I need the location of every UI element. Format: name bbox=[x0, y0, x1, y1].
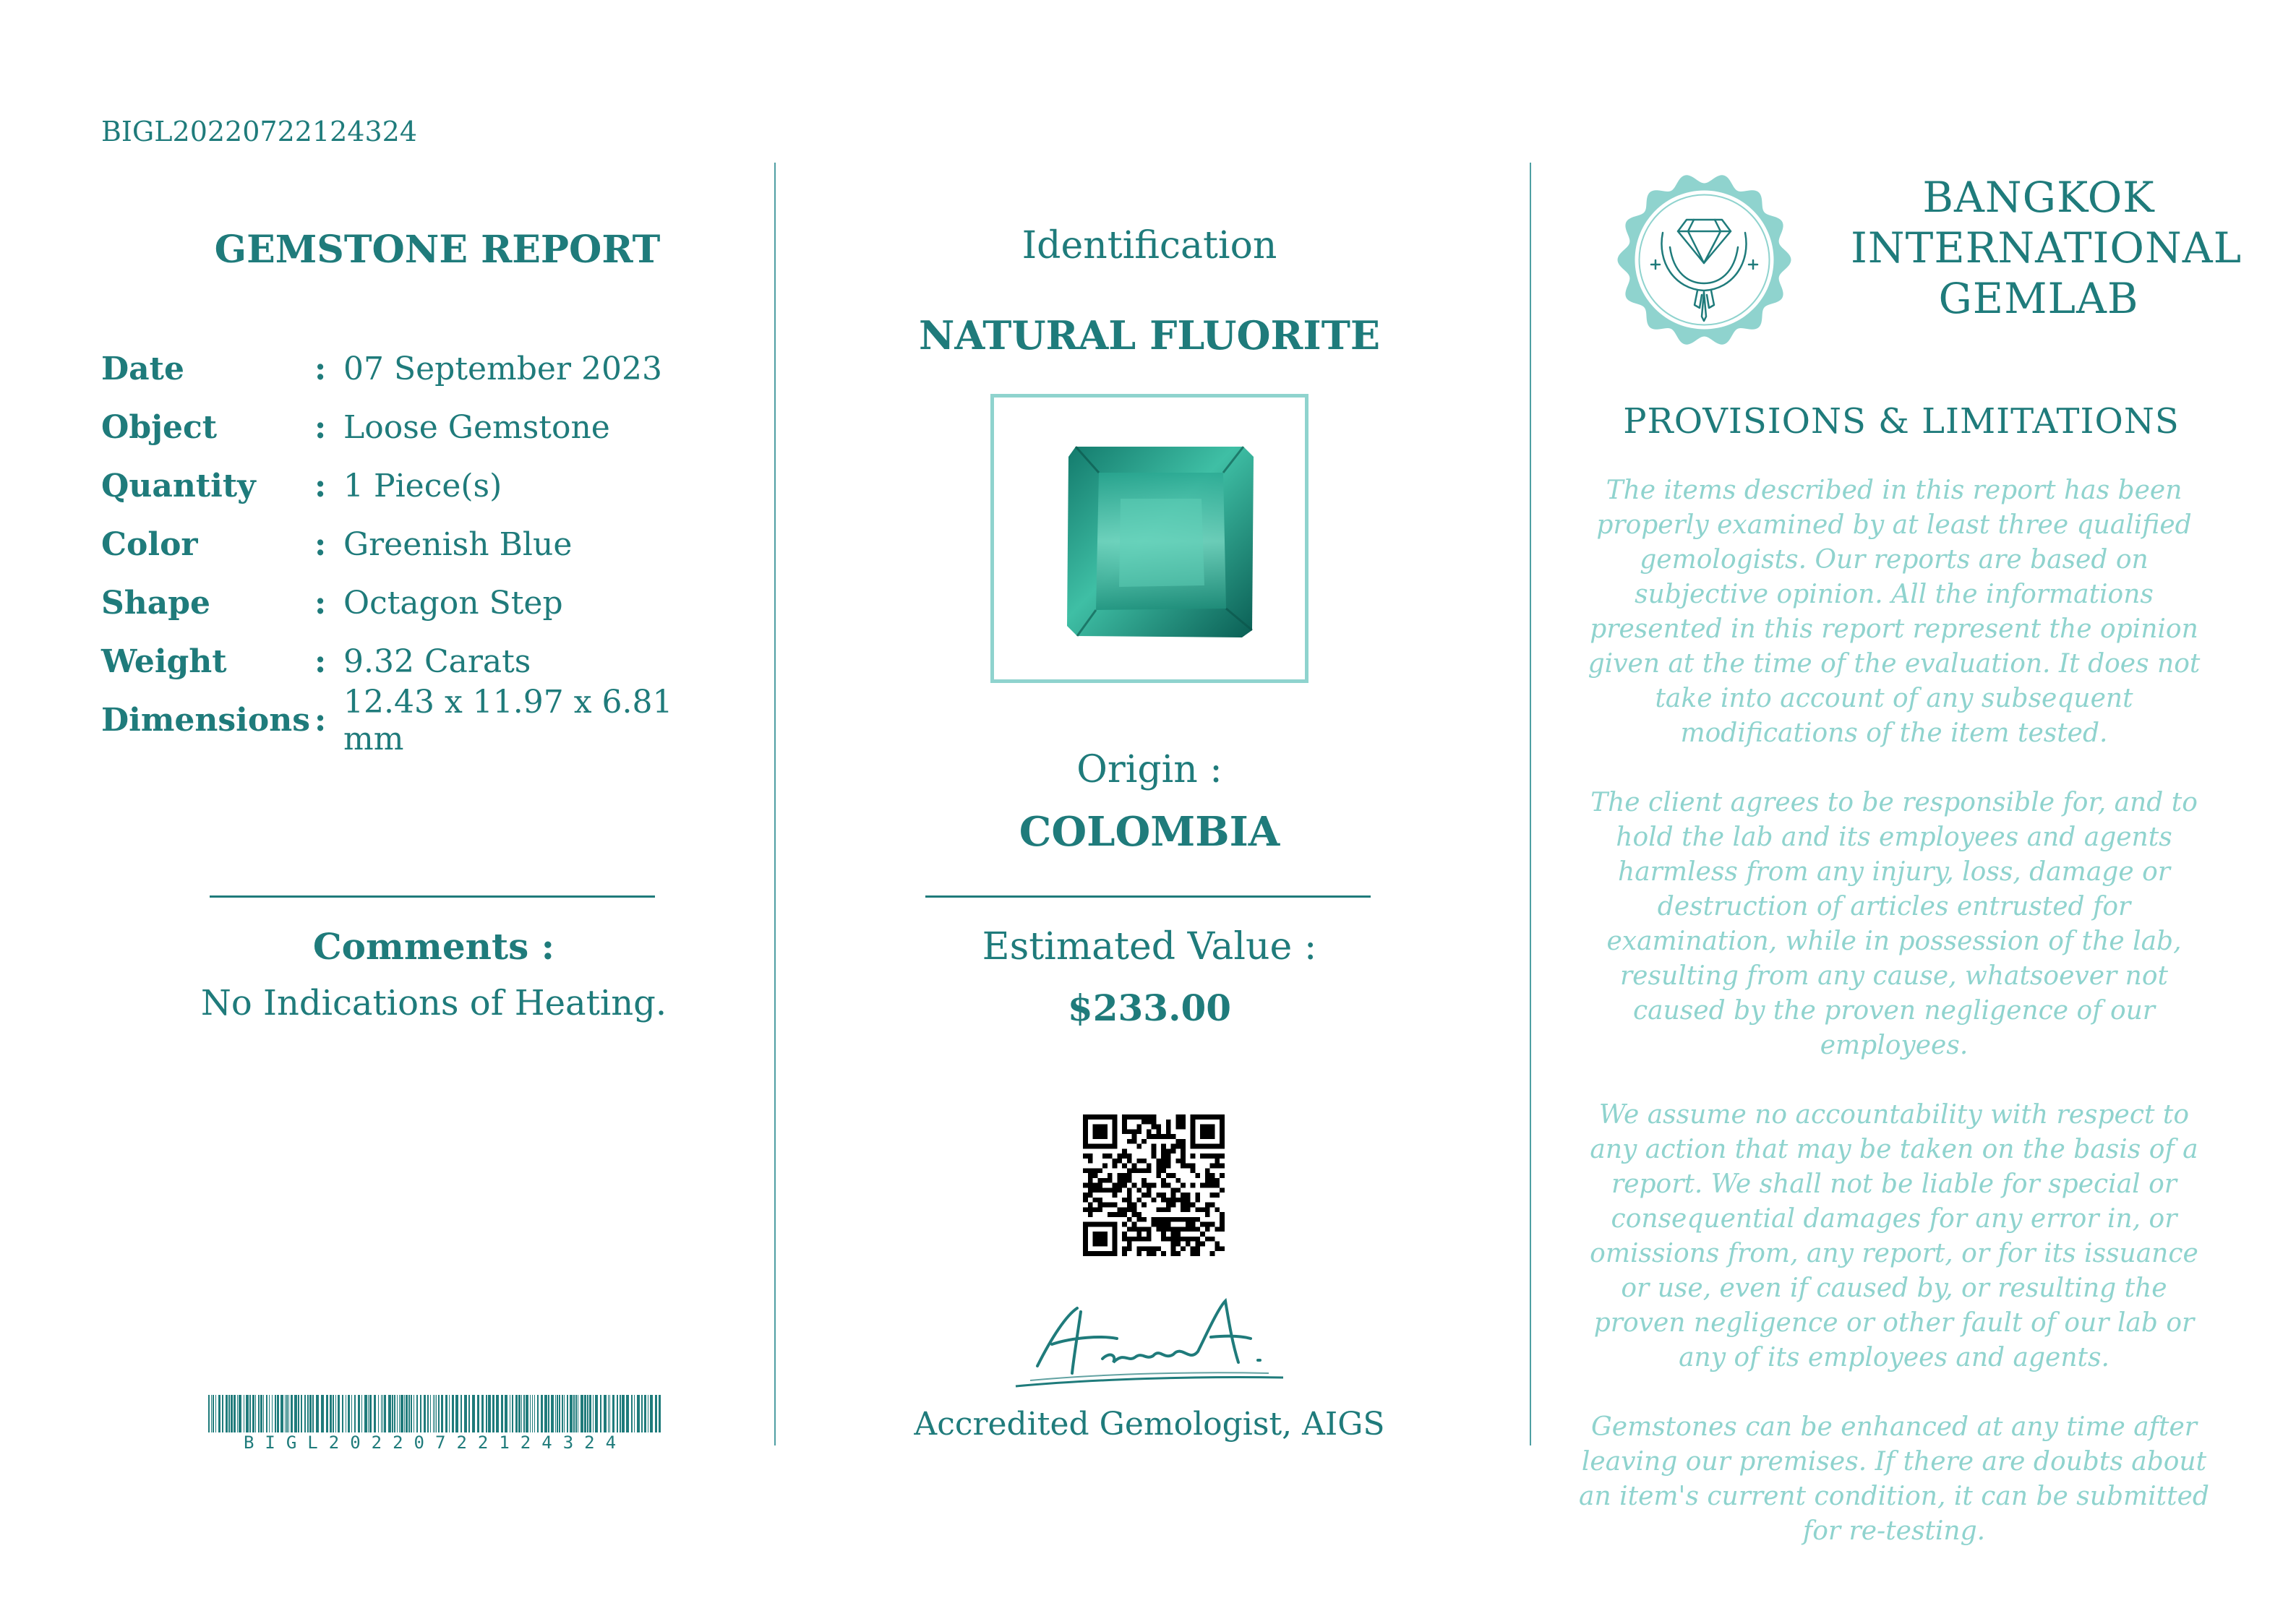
comments-title: Comments : bbox=[312, 925, 555, 968]
detail-value: Octagon Step bbox=[343, 585, 563, 622]
provisions-title: PROVISIONS & LIMITATIONS bbox=[1623, 401, 2180, 442]
detail-row-weight bbox=[101, 632, 680, 691]
detail-label: Dimensions bbox=[101, 702, 311, 739]
detail-colon: : bbox=[314, 702, 327, 739]
barcode bbox=[208, 1395, 662, 1432]
estimated-value-amount: $233.00 bbox=[1067, 987, 1232, 1029]
comments-text: No Indications of Heating. bbox=[200, 983, 667, 1023]
detail-value: Loose Gemstone bbox=[343, 409, 610, 446]
origin-value: COLOMBIA bbox=[1019, 808, 1280, 856]
barcode-text: BIGL20220722124324 bbox=[243, 1432, 627, 1453]
signature-title: Accredited Gemologist, AIGS bbox=[914, 1406, 1385, 1443]
identification-label: Identification bbox=[1021, 224, 1277, 267]
stone-image-frame bbox=[990, 394, 1308, 683]
detail-row-quantity bbox=[101, 457, 680, 515]
gem-seal-logo-icon bbox=[1612, 168, 1796, 352]
lab-name-line: GEMLAB bbox=[1938, 274, 2139, 323]
comments-divider bbox=[210, 895, 655, 898]
details-table bbox=[101, 340, 680, 757]
lab-name-line: INTERNATIONAL bbox=[1851, 223, 2243, 272]
detail-label: Color bbox=[101, 526, 198, 563]
detail-label: Object bbox=[101, 409, 218, 446]
qr-code[interactable] bbox=[1083, 1114, 1225, 1256]
detail-colon: : bbox=[314, 409, 327, 446]
detail-colon: : bbox=[314, 526, 327, 563]
provisions-paragraph: We assume no accountability with respect to any action that may be taken on the basis of a report. We shall not be liable for special or consequential damages for any error in, or omissions from, any report, or for its issuance or use, even if caused by, or resulting the proven negligence or other fault of our lab or any of its employees and agents. bbox=[1590, 1100, 2198, 1372]
report-title: GEMSTONE REPORT bbox=[214, 228, 661, 272]
detail-row-color bbox=[101, 515, 680, 574]
stone-name: NATURAL FLUORITE bbox=[918, 312, 1381, 358]
gemstone-image bbox=[1063, 441, 1258, 640]
detail-label: Date bbox=[101, 351, 184, 387]
detail-label: Weight bbox=[101, 643, 227, 680]
detail-colon: : bbox=[314, 468, 327, 504]
detail-row-date bbox=[101, 340, 680, 398]
detail-row-shape bbox=[101, 574, 680, 632]
detail-colon: : bbox=[314, 643, 327, 680]
detail-colon: : bbox=[314, 585, 327, 622]
detail-value: 9.32 Carats bbox=[343, 643, 531, 680]
column-divider-left bbox=[774, 163, 776, 1445]
detail-value: 1 Piece(s) bbox=[343, 468, 502, 504]
lab-name-line: BANGKOK bbox=[1922, 173, 2155, 222]
provisions-body bbox=[1576, 473, 2212, 1584]
detail-value: Greenish Blue bbox=[343, 526, 573, 563]
detail-colon: : bbox=[314, 351, 327, 387]
detail-value: 07 September 2023 bbox=[343, 351, 662, 387]
report-number: BIGL20220722124324 bbox=[101, 116, 417, 147]
estimated-value-label: Estimated Value : bbox=[982, 925, 1317, 968]
detail-row-object bbox=[101, 398, 680, 457]
detail-label: Shape bbox=[101, 585, 211, 622]
column-divider-right bbox=[1530, 163, 1531, 1445]
detail-value: 12.43 x 11.97 x 6.81 mm bbox=[343, 683, 673, 757]
value-divider bbox=[925, 895, 1371, 898]
signature bbox=[1008, 1294, 1290, 1395]
detail-row-dimensions bbox=[101, 683, 680, 757]
lab-name bbox=[1851, 172, 2243, 324]
detail-label: Quantity bbox=[101, 468, 256, 504]
provisions-paragraph: The items described in this report has been properly examined by at least three qualified gemologists. Our reports are based on subjective opinion. All the informations presented in this report represent the opinion given at the time of the evaluation. It does not take into account of any subsequent modifications of the item tested. bbox=[1588, 476, 2201, 748]
origin-label: Origin : bbox=[1076, 748, 1222, 791]
provisions-paragraph: Gemstones can be enhanced at any time after leaving our premises. If there are doubts about an item's current condition, it can be submitted for re-testing. bbox=[1579, 1412, 2209, 1546]
provisions-paragraph: The client agrees to be responsible for, and to hold the lab and its employees and agents harmless from any injury, loss, damage or destruction of articles entrusted for examination, while in possession of the lab, resulting from any cause, whatsoever not caused by the proven negligence of our employees. bbox=[1590, 788, 2198, 1060]
